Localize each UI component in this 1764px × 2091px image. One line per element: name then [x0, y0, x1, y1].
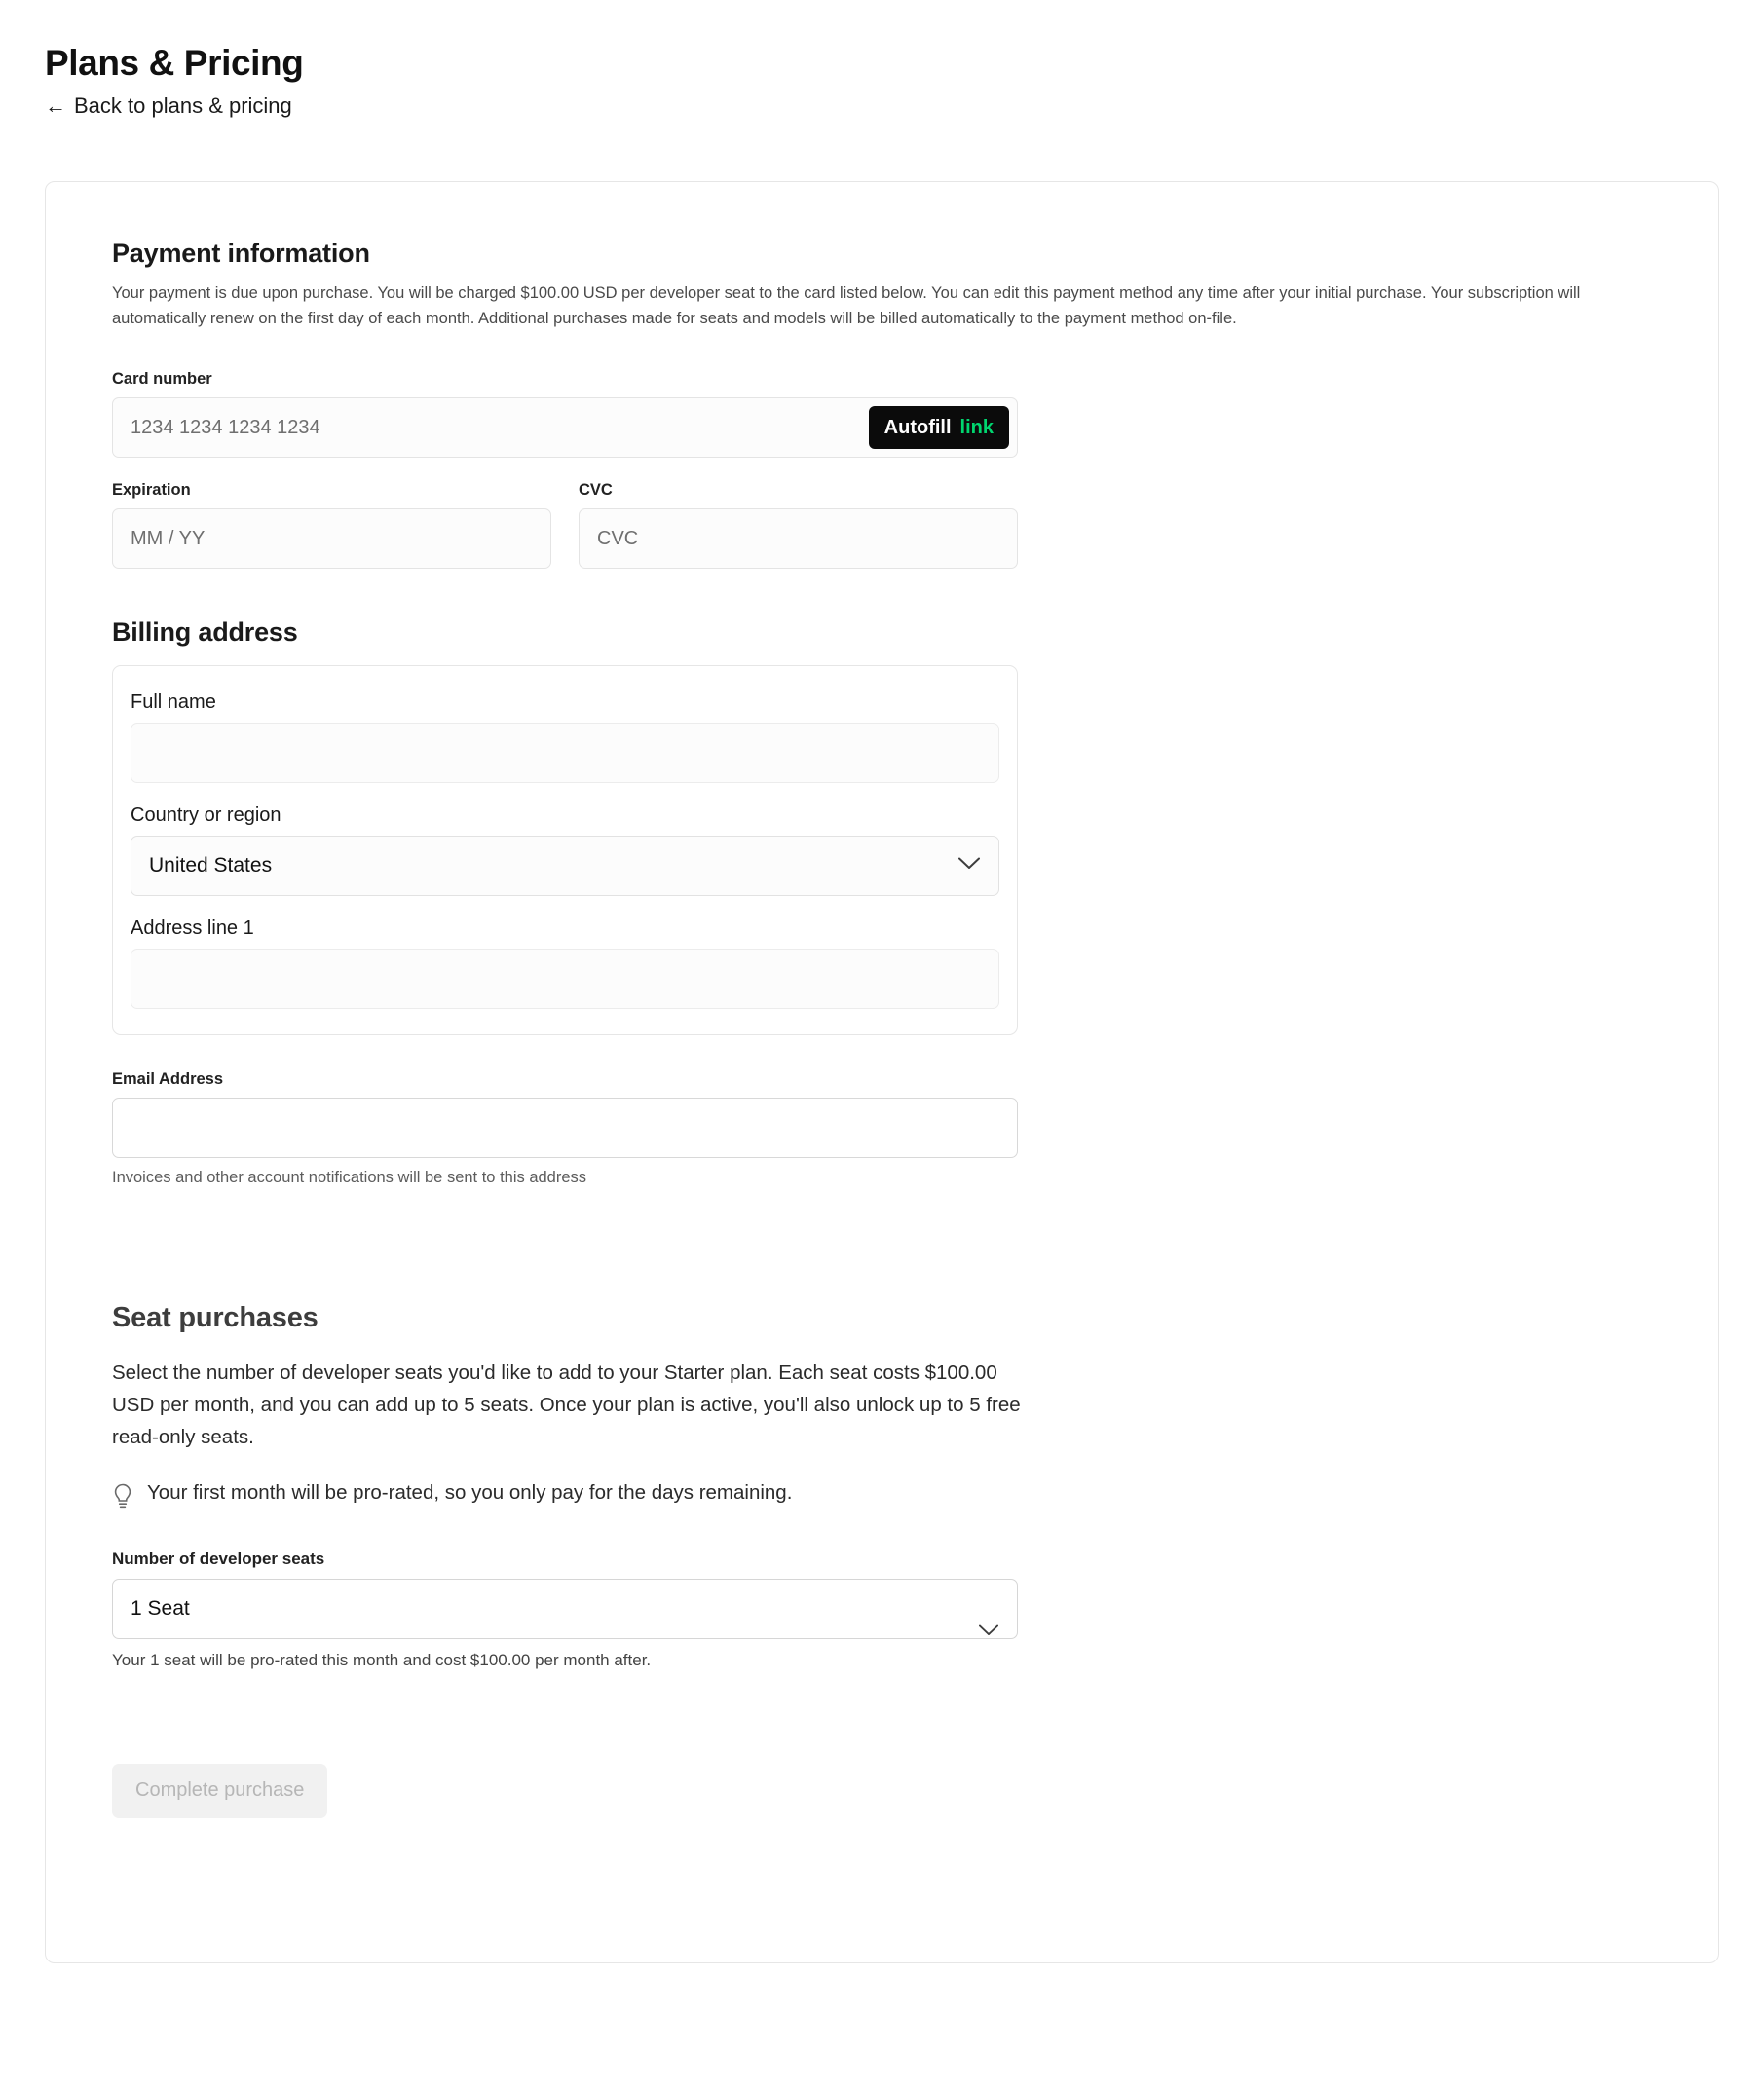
card-number-label: Card number — [112, 370, 212, 389]
back-link-label: Back to plans & pricing — [74, 93, 292, 118]
full-name-group — [131, 691, 999, 783]
address-line-1-label: Address line 1 — [131, 917, 254, 940]
country-group — [131, 804, 999, 896]
country-label: Country or region — [131, 804, 281, 827]
email-label: Email Address — [112, 1070, 224, 1089]
seats-selected-value: 1 Seat — [131, 1596, 190, 1620]
full-name-input[interactable] — [131, 723, 999, 783]
address-line-1-group — [131, 917, 999, 1009]
card-number-field — [112, 397, 1018, 458]
back-arrow-icon: ← — [45, 93, 66, 118]
checkout-card — [45, 181, 1719, 1963]
billing-address-box — [112, 665, 1018, 1035]
seat-purchases-description: Select the number of developer seats you'd like to add to your Starter plan. Each seat costs $100.00 USD per month, and you can add up to 5 seats. Once your plan is active, you'll also unlock up to 5 free read-only seats. — [112, 1362, 1021, 1448]
payment-information-description: Your payment is due upon purchase. You will be charged $100.00 USD per developer seat to the card listed below. You can edit this payment method any time after your initial purchase. Your subscription will automatically renew on the first day of each month. Additional purchases made for seats and models will be billed automatically to the payment method on-file. — [112, 284, 1581, 328]
email-group — [112, 1070, 1018, 1187]
back-to-plans-link[interactable] — [45, 93, 292, 119]
seats-helper-text: Your 1 seat will be pro-rated this month and cost $100.00 per month after. — [112, 1650, 652, 1669]
card-number-group — [112, 370, 1018, 458]
page-title: Plans & Pricing — [45, 43, 304, 83]
seats-select[interactable] — [112, 1579, 1018, 1639]
billing-address-heading: Billing address — [112, 617, 298, 648]
complete-purchase-button[interactable]: Complete purchase — [112, 1764, 327, 1818]
full-name-label: Full name — [131, 691, 216, 714]
autofill-link-button[interactable] — [869, 406, 1009, 449]
autofill-label: Autofill — [883, 416, 952, 438]
link-brand-label: link — [959, 416, 994, 438]
expiration-label: Expiration — [112, 481, 191, 500]
email-helper-text: Invoices and other account notifications will be sent to this address — [112, 1169, 587, 1187]
cvc-input[interactable] — [579, 508, 1018, 569]
cvc-group — [579, 481, 1018, 569]
country-select-wrap — [131, 836, 999, 896]
seats-select-group — [112, 1550, 1018, 1670]
seat-purchases-heading: Seat purchases — [112, 1302, 319, 1334]
expiration-group — [112, 481, 551, 569]
email-input[interactable] — [112, 1098, 1018, 1158]
lightbulb-icon — [112, 1483, 133, 1512]
pro-rate-tip — [112, 1481, 1652, 1512]
expiration-cvc-row — [112, 481, 1018, 569]
country-select[interactable] — [131, 836, 999, 896]
expiration-input[interactable] — [112, 508, 551, 569]
pro-rate-tip-text: Your first month will be pro-rated, so you only pay for the days remaining. — [147, 1480, 793, 1504]
cvc-label: CVC — [579, 481, 613, 500]
seats-select-label: Number of developer seats — [112, 1549, 325, 1568]
payment-information-heading: Payment information — [112, 239, 370, 268]
country-selected-value: United States — [149, 854, 273, 877]
address-line-1-input[interactable] — [131, 949, 999, 1009]
